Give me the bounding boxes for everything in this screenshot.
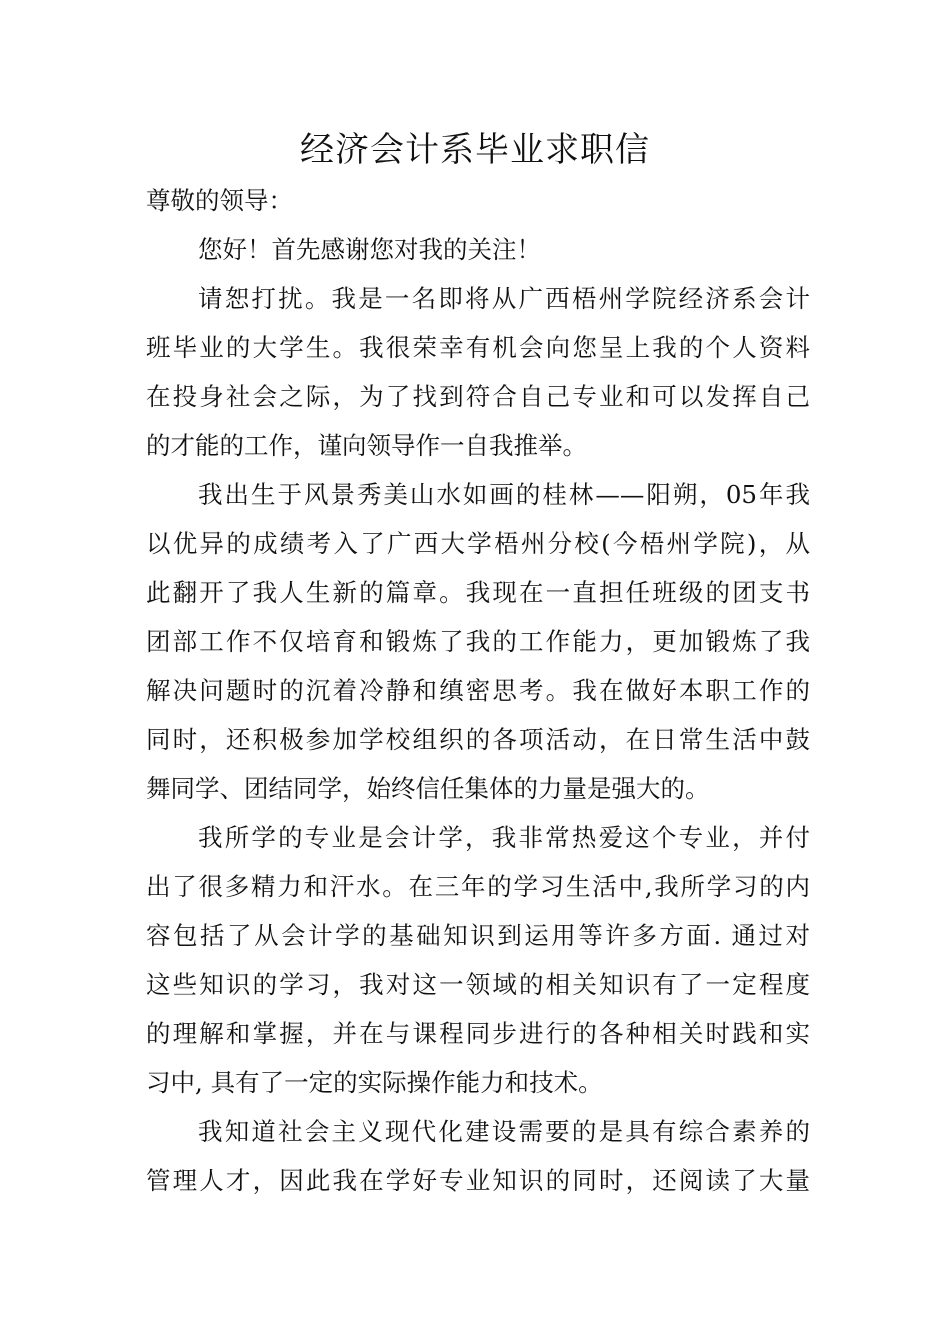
text-line: 舞同学、团结同学，始终信任集体的力量是强大的。 bbox=[146, 774, 710, 803]
text-line: 在投身社会之际，为了找到符合自己专业和可以发挥自己 bbox=[146, 382, 810, 411]
text-line: 我所学的专业是会计学，我非常热爱这个专业，并付 bbox=[198, 823, 810, 852]
text-line: 同时，还积极参加学校组织的各项活动，在日常生活中鼓 bbox=[146, 725, 810, 754]
text-line: 您好！首先感谢您对我的关注！ bbox=[198, 235, 541, 264]
text-line: 以优异的成绩考入了广西大学梧州分校(今梧州学院)，从 bbox=[146, 529, 810, 558]
text-line: 请恕打扰。我是一名即将从广西梧州学院经济系会计 bbox=[198, 284, 810, 313]
text-line: 习中, 具有了一定的实际操作能力和技术。 bbox=[146, 1068, 603, 1097]
text-line: 解决问题时的沉着冷静和缜密思考。我在做好本职工作的 bbox=[146, 676, 810, 705]
text-line: 的理解和掌握，并在与课程同步进行的各种相关时践和实 bbox=[146, 1019, 810, 1048]
text-line: 团部工作不仅培育和锻炼了我的工作能力，更加锻炼了我 bbox=[146, 627, 810, 656]
text-line: 这些知识的学习，我对这一领域的相关知识有了一定程度 bbox=[146, 970, 810, 999]
text-line: 的才能的工作，谨向领导作一自我推举。 bbox=[146, 431, 587, 460]
text-line: 班毕业的大学生。我很荣幸有机会向您呈上我的个人资料 bbox=[146, 333, 810, 362]
text-line: 我知道社会主义现代化建设需要的是具有综合素养的 bbox=[198, 1117, 810, 1146]
text-line: 容包括了从会计学的基础知识到运用等许多方面. 通过对 bbox=[146, 921, 810, 950]
text-line: 尊敬的领导： bbox=[146, 186, 293, 215]
text-line: 出了很多精力和汗水。在三年的学习生活中,我所学习的内 bbox=[146, 872, 810, 901]
text-line: 管理人才，因此我在学好专业知识的同时，还阅读了大量 bbox=[146, 1166, 810, 1195]
document-body bbox=[146, 176, 810, 1205]
text-line: 我出生于风景秀美山水如画的桂林——阳朔，05年我 bbox=[198, 480, 810, 509]
document-title: 经济会计系毕业求职信 bbox=[300, 130, 650, 170]
text-line: 此翻开了我人生新的篇章。我现在一直担任班级的团支书 bbox=[146, 578, 810, 607]
